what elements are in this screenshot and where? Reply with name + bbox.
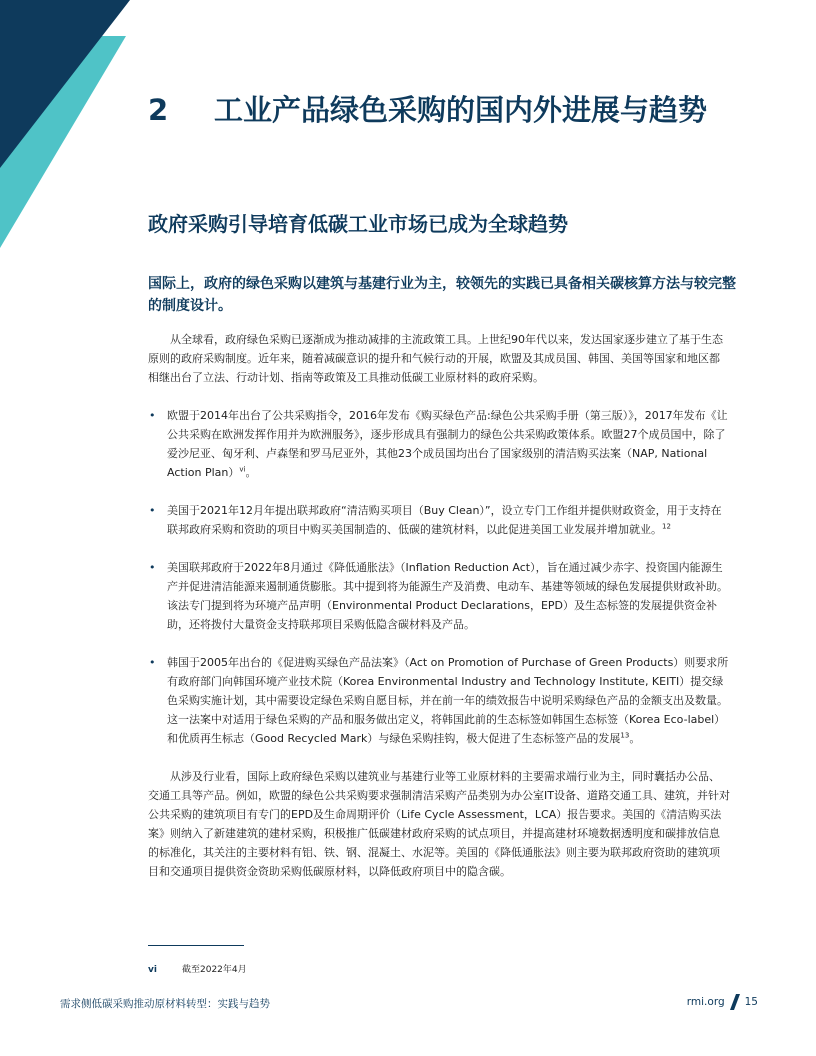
- bullet-item-us-buy-clean: • 美国于2021年12月年提出联邦政府“清洁购买项目（Buy Clean）”，设立专门工作组并提供财政资金，用于支持在联邦政府采购和资助的项目中购买美国制造的、低碳的建筑材料，以此促进美国工业发展并增加就业。$^{12}$: [148, 501, 730, 539]
- slash-icon: [730, 994, 740, 1010]
- corner-decoration: [0, 0, 140, 250]
- chapter-heading: [148, 88, 788, 129]
- bullet-item-eu: • 欧盟于2014年出台了公共采购指令，2016年发布《购买绿色产品:绿色公共采购手册（第三版）》，2017年发布《让公共采购在欧洲发挥作用并为欧洲服务》，逐步形成具有强制力的绿色公共采购政策体系。欧盟27个成员国中，除了爱沙尼亚、匈牙利、卢森堡和罗马尼亚外，其他23个成员国均出台了国家级别的清洁购买法案（NAP, National Action Plan）$^{vi}$。: [148, 406, 730, 482]
- footnote-text: 截至2022年4月: [182, 965, 247, 975]
- footnote-ref[interactable]: 13: [620, 731, 630, 740]
- footnote-mark: vi: [148, 965, 157, 975]
- navy-triangle: [0, 0, 130, 168]
- bullet-item-korea: • 韩国于2005年出台的《促进购买绿色产品法案》（Act on Promotion of Purchase of Green Products）则要求所有政府部门向韩国环境产业技术院（Korea Environmental Industry and Technology Institute, KEITI）提交绿色采购实施计划，其中需要设定绿色采购自愿目标，并在前一年的绩效报告中说明采购绿色产品的金额支出及数量。这一法案中对适用于绿色采购的产品和服务做出定义，将韩国此前的生态标签如韩国生态标签（Korea Eco-label）和优质再生标志（Good Recycled Mark）与绿色采购挂钩，极大促进了生态标签产品的发展$^{13}$。: [148, 653, 730, 748]
- footer-site-link[interactable]: rmi.org: [686, 996, 725, 1008]
- footer-page-info: [687, 994, 758, 1010]
- footnote-divider: [148, 945, 244, 946]
- footnote: [148, 962, 247, 975]
- bullet-list: [148, 406, 730, 748]
- footnote-ref[interactable]: 12: [662, 522, 671, 531]
- chapter-title: 工业产品绿色采购的国内外进展与趋势: [214, 93, 708, 127]
- footer-report-title: 需求侧低碳采购推动原材料转型：实践与趋势: [60, 998, 270, 1010]
- chapter-number: 2: [148, 93, 169, 127]
- section-title: 政府采购引导培育低碳工业市场已成为全球趋势: [148, 212, 568, 236]
- lead-statement: 国际上，政府的绿色采购以建筑与基建行业为主，较领先的实践已具备相关碳核算方法与较完整的制度设计。: [148, 276, 736, 314]
- body-content: [148, 330, 730, 881]
- closing-paragraph: 从涉及行业看，国际上政府绿色采购以建筑业与基建行业等工业原材料的主要需求端行业为主，同时囊括办公品、交通工具等产品。例如，欧盟的绿色公共采购要求强制清洁采购产品类别为办公室IT设备、道路交通工具、建筑，并针对公共采购的建筑项目有专门的EPD及生命周期评价（Life Cycle Assessment，LCA）报告要求。美国的《清洁购买法案》则纳入了新建建筑的建材采购，积极推广低碳建材政府采购的试点项目，并提高建材环境数据透明度和碳排放信息的标准化，其关注的主要材料有铝、铁、钢、混凝土、水泥等。美国的《降低通胀法》则主要为联邦政府资助的建筑项目和交通项目提供资金资助采购低碳原材料，以降低政府项目中的隐含碳。: [148, 770, 730, 878]
- page-number: 15: [744, 996, 758, 1008]
- bullet-item-us-ira: • 美国联邦政府于2022年8月通过《降低通胀法》（Inflation Reduction Act），旨在通过减少赤字、投资国内能源生产并促进清洁能源来遏制通货膨胀。其中提到将为能源生产及消费、电动车、基建等领域的绿色发展提供财政补助。该法专门提到将为环境产品声明（Environmental Product Declarations，EPD）及生态标签的发展提供资金补助，还将拨付大量资金支持联邦项目采购低隐含碳材料及产品。: [148, 558, 730, 634]
- footnote-ref[interactable]: vi: [239, 465, 246, 474]
- intro-paragraph: 从全球看，政府绿色采购已逐渐成为推动减排的主流政策工具。上世纪90年代以来，发达国家逐步建立了基于生态原则的政府采购制度。近年来，随着减碳意识的提升和气候行动的开展，欧盟及其成员国、韩国、美国等国家和地区都相继出台了立法、行动计划、指南等政策及工具推动低碳工业原材料的政府采购。: [148, 333, 723, 384]
